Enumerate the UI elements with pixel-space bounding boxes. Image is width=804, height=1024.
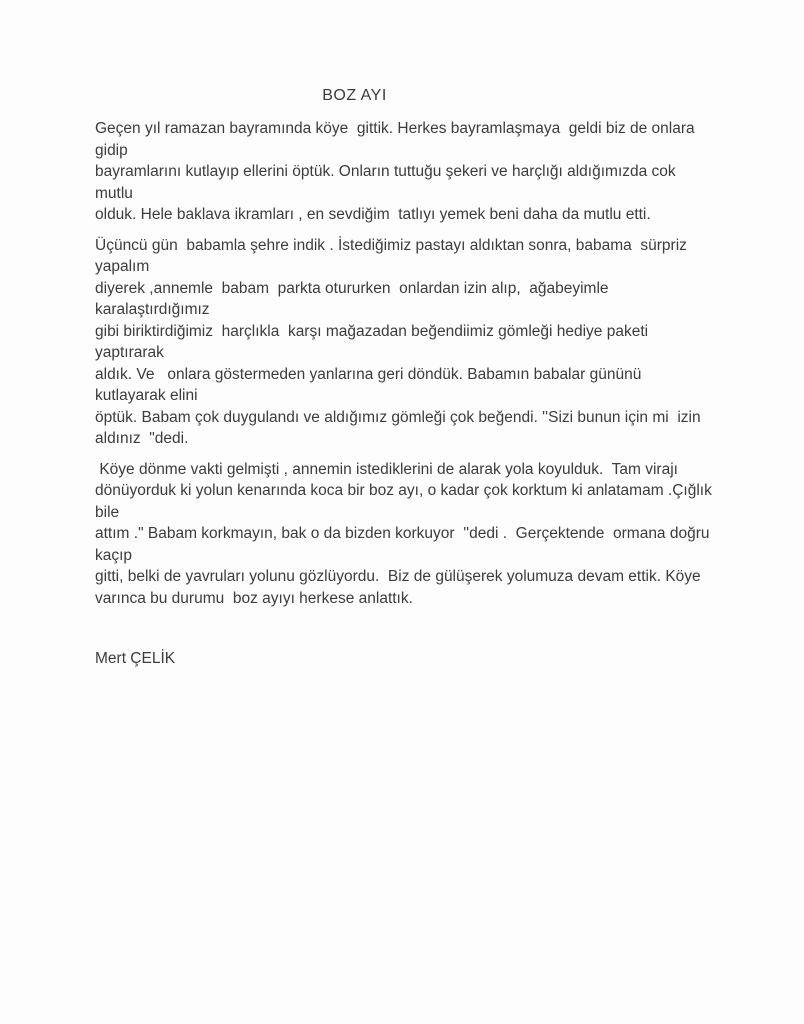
text-line: diyerek ,annemle babam parkta otururken onlardan izin alıp, ağabeyimle karalaştırdığımız: [95, 279, 613, 318]
text-line: Üçüncü gün babamla şehre indik . İstediğimiz pastayı aldıktan sonra, babama sürpriz yapalım: [95, 236, 692, 275]
text-line: öptük. Babam çok duygulandı ve aldığımız gömleği çok beğendi. ''Sizi bunun için mi izin: [95, 408, 701, 426]
paragraph-2: [95, 235, 714, 450]
text-line: gibi biriktirdiğimiz harçlıkla karşı mağazadan beğendiimiz gömleği hediye paketi yaptırarak: [95, 322, 653, 361]
author-signature: Mert ÇELİK: [95, 650, 176, 667]
paragraph-1: [95, 118, 714, 226]
text-line: Geçen yıl ramazan bayramında köye gittik. Herkes bayramlaşmaya geldi biz de onlara gidip: [95, 120, 699, 159]
text-line: attım ." Babam korkmayın, bak o da bizden korkuyor ''dedi . Gerçektende ormana doğru kaçıp: [95, 525, 714, 564]
text-line: gitti, belki de yavruları yolunu gözlüyordu. Biz de gülüşerek yolumuza devam ettik. Köye: [95, 568, 701, 585]
text-line: aldınız "dedi.: [95, 430, 189, 447]
text-line: varınca bu durumu boz ayıyı herkese anlattık.: [95, 589, 413, 607]
text-line: aldık. Ve onlara göstermeden yanlarına geri döndük. Babamın babalar gününü kutlayarak elini: [95, 365, 646, 404]
text-line: olduk. Hele baklava ikramları , en sevdiğim tatlıyı yemek beni daha da mutlu etti.: [95, 206, 651, 223]
text-line: bayramlarını kutlayıp ellerini öptük. Onların tuttuğu şekeri ve harçlığı aldığımızda cok mutlu: [95, 163, 680, 202]
paragraph-3: [95, 459, 717, 610]
text-line: dönüyorduk ki yolun kenarında koca bir boz ayı, o kadar çok korktum ki anlatamam .Çığlık bile: [95, 482, 717, 521]
text-line: Köye dönme vakti gelmişti , annemin istediklerini de alarak yola koyulduk. Tam virajı: [95, 460, 678, 478]
document-title: BOZ AYI: [322, 87, 387, 104]
